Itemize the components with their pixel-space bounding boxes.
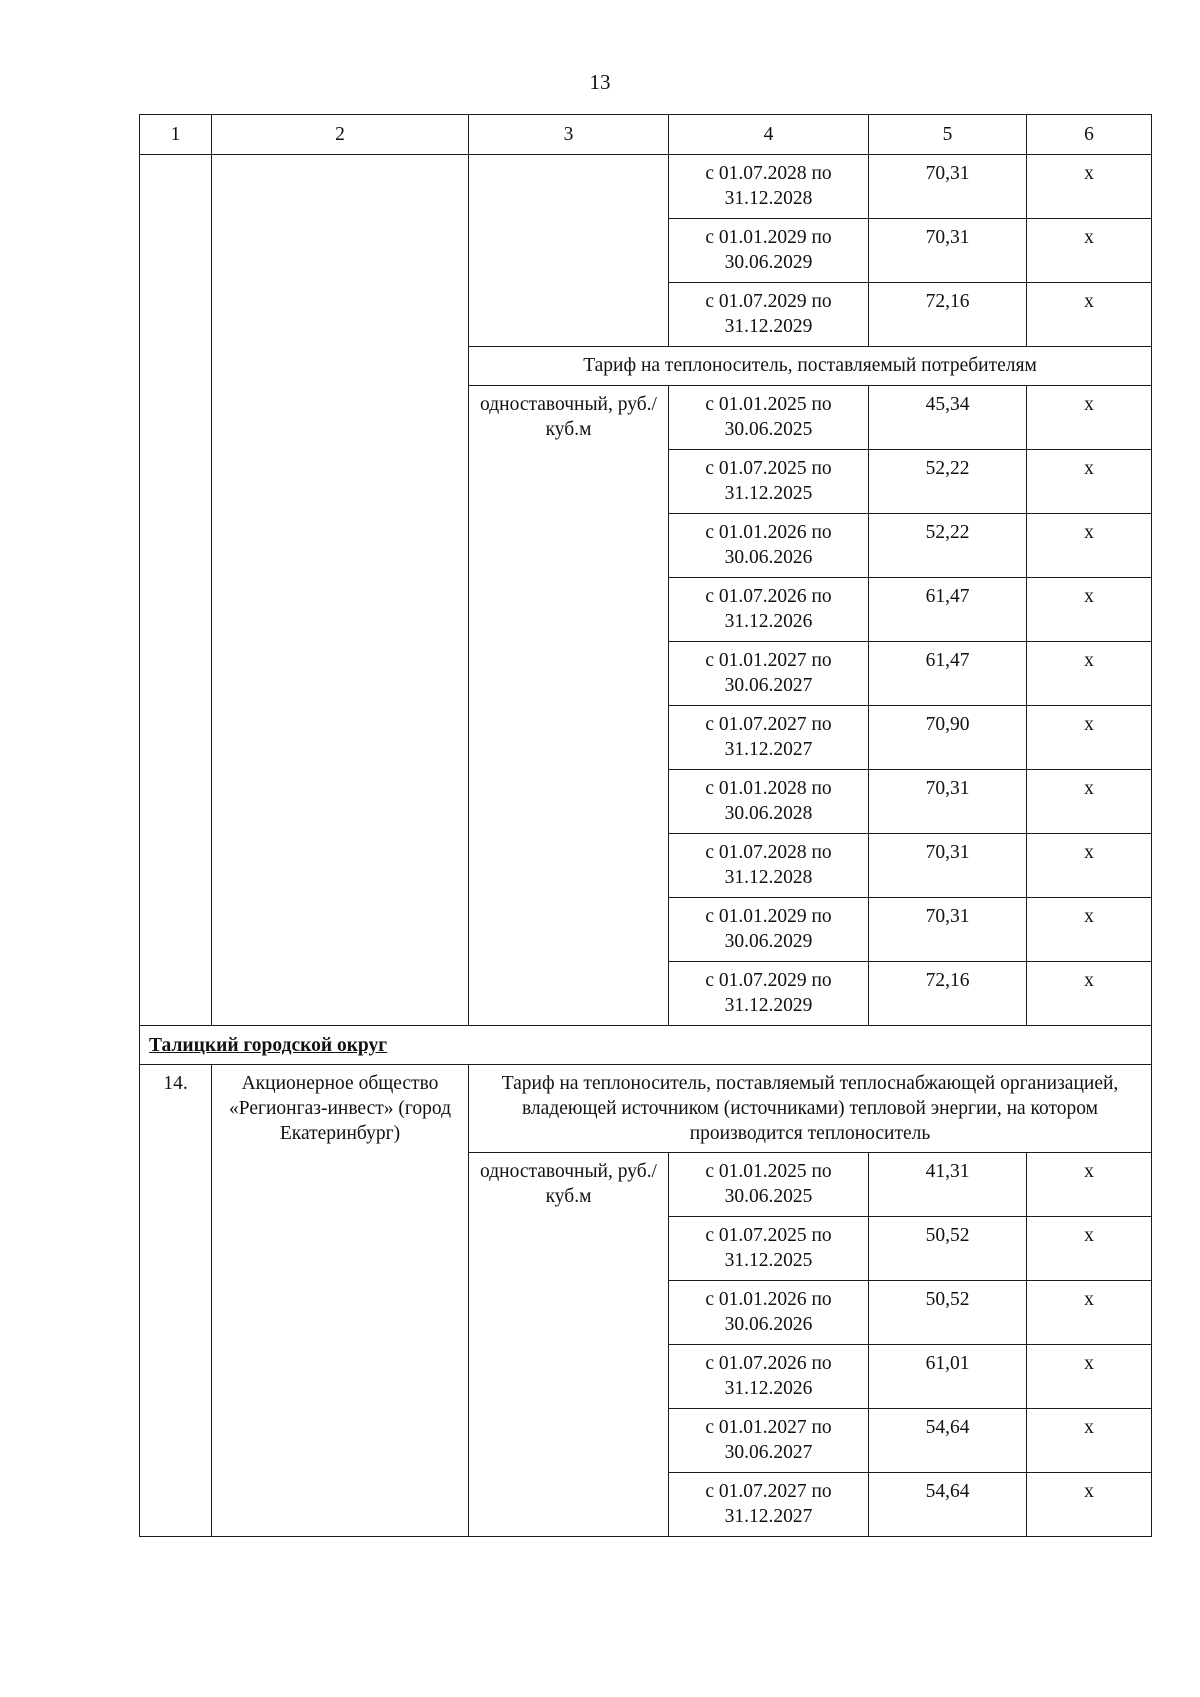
table-row — [140, 155, 1152, 219]
number-cell — [140, 155, 212, 1026]
period-cell: с 01.07.2027 по 31.12.2027 — [669, 1473, 869, 1537]
mark-cell: х — [1027, 834, 1152, 898]
district-name: Талицкий городской округ — [149, 1034, 388, 1056]
period-cell: с 01.07.2028 по 31.12.2028 — [669, 834, 869, 898]
tariff-value-cell: 41,31 — [869, 1153, 1027, 1217]
section-title: Тариф на теплоноситель, поставляемый теплоснабжающей организацией, владеющей источником (источниками) тепловой энергии, на котором производится теплоноситель — [469, 1065, 1152, 1153]
period-cell: с 01.07.2029 по 31.12.2029 — [669, 962, 869, 1026]
column-header: 5 — [869, 115, 1027, 155]
period-cell: с 01.07.2025 по 31.12.2025 — [669, 1217, 869, 1281]
mark-cell: х — [1027, 450, 1152, 514]
mark-cell: х — [1027, 386, 1152, 450]
tariff-value-cell: 70,31 — [869, 155, 1027, 219]
tariff-value-cell: 50,52 — [869, 1281, 1027, 1345]
rate-type-cell — [469, 155, 669, 347]
section-title-row — [140, 1065, 1152, 1153]
period-cell: с 01.01.2025 по 30.06.2025 — [669, 1153, 869, 1217]
rate-type-cell: одноставочный, руб./куб.м — [469, 1153, 669, 1537]
period-cell: с 01.01.2028 по 30.06.2028 — [669, 770, 869, 834]
period-cell: с 01.01.2025 по 30.06.2025 — [669, 386, 869, 450]
mark-cell: х — [1027, 219, 1152, 283]
mark-cell: х — [1027, 770, 1152, 834]
mark-cell: х — [1027, 642, 1152, 706]
tariff-value-cell: 54,64 — [869, 1473, 1027, 1537]
period-cell: с 01.01.2026 по 30.06.2026 — [669, 1281, 869, 1345]
number-cell: 14. — [140, 1065, 212, 1537]
period-cell: с 01.01.2029 по 30.06.2029 — [669, 898, 869, 962]
period-cell: с 01.07.2025 по 31.12.2025 — [669, 450, 869, 514]
period-cell: с 01.01.2029 по 30.06.2029 — [669, 219, 869, 283]
period-cell: с 01.07.2026 по 31.12.2026 — [669, 578, 869, 642]
mark-cell: х — [1027, 962, 1152, 1026]
tariff-table — [139, 114, 1152, 1537]
tariff-value-cell: 70,31 — [869, 898, 1027, 962]
period-cell: с 01.01.2027 по 30.06.2027 — [669, 1409, 869, 1473]
mark-cell: х — [1027, 514, 1152, 578]
column-header: 3 — [469, 115, 669, 155]
mark-cell: х — [1027, 155, 1152, 219]
district-cell — [140, 1026, 1152, 1065]
organization-cell — [212, 155, 469, 1026]
tariff-table-body — [140, 115, 1152, 1537]
mark-cell: х — [1027, 1473, 1152, 1537]
mark-cell: х — [1027, 1153, 1152, 1217]
period-cell: с 01.07.2028 по 31.12.2028 — [669, 155, 869, 219]
page-number: 13 — [589, 70, 611, 94]
tariff-value-cell: 52,22 — [869, 450, 1027, 514]
rate-type-cell: одноставочный, руб./куб.м — [469, 386, 669, 1026]
mark-cell: х — [1027, 898, 1152, 962]
mark-cell: х — [1027, 578, 1152, 642]
column-header: 2 — [212, 115, 469, 155]
mark-cell: х — [1027, 1345, 1152, 1409]
tariff-value-cell: 61,01 — [869, 1345, 1027, 1409]
district-row — [140, 1026, 1152, 1065]
section-title: Тариф на теплоноситель, поставляемый потребителям — [469, 347, 1152, 386]
tariff-value-cell: 70,90 — [869, 706, 1027, 770]
column-header: 1 — [140, 115, 212, 155]
tariff-value-cell: 61,47 — [869, 642, 1027, 706]
tariff-value-cell: 45,34 — [869, 386, 1027, 450]
column-header: 4 — [669, 115, 869, 155]
mark-cell: х — [1027, 1281, 1152, 1345]
period-cell: с 01.01.2027 по 30.06.2027 — [669, 642, 869, 706]
period-cell: с 01.07.2027 по 31.12.2027 — [669, 706, 869, 770]
period-cell: с 01.01.2026 по 30.06.2026 — [669, 514, 869, 578]
mark-cell: х — [1027, 706, 1152, 770]
table-header-row — [140, 115, 1152, 155]
tariff-value-cell: 72,16 — [869, 962, 1027, 1026]
period-cell: с 01.07.2029 по 31.12.2029 — [669, 283, 869, 347]
mark-cell: х — [1027, 1409, 1152, 1473]
tariff-value-cell: 52,22 — [869, 514, 1027, 578]
organization-cell: Акционерное общество «Регионгаз-инвест» (город Екатеринбург) — [212, 1065, 469, 1537]
mark-cell: х — [1027, 1217, 1152, 1281]
mark-cell: х — [1027, 283, 1152, 347]
tariff-value-cell: 50,52 — [869, 1217, 1027, 1281]
tariff-value-cell: 61,47 — [869, 578, 1027, 642]
tariff-value-cell: 54,64 — [869, 1409, 1027, 1473]
column-header: 6 — [1027, 115, 1152, 155]
period-cell: с 01.07.2026 по 31.12.2026 — [669, 1345, 869, 1409]
tariff-value-cell: 70,31 — [869, 834, 1027, 898]
tariff-value-cell: 70,31 — [869, 219, 1027, 283]
tariff-value-cell: 70,31 — [869, 770, 1027, 834]
tariff-value-cell: 72,16 — [869, 283, 1027, 347]
